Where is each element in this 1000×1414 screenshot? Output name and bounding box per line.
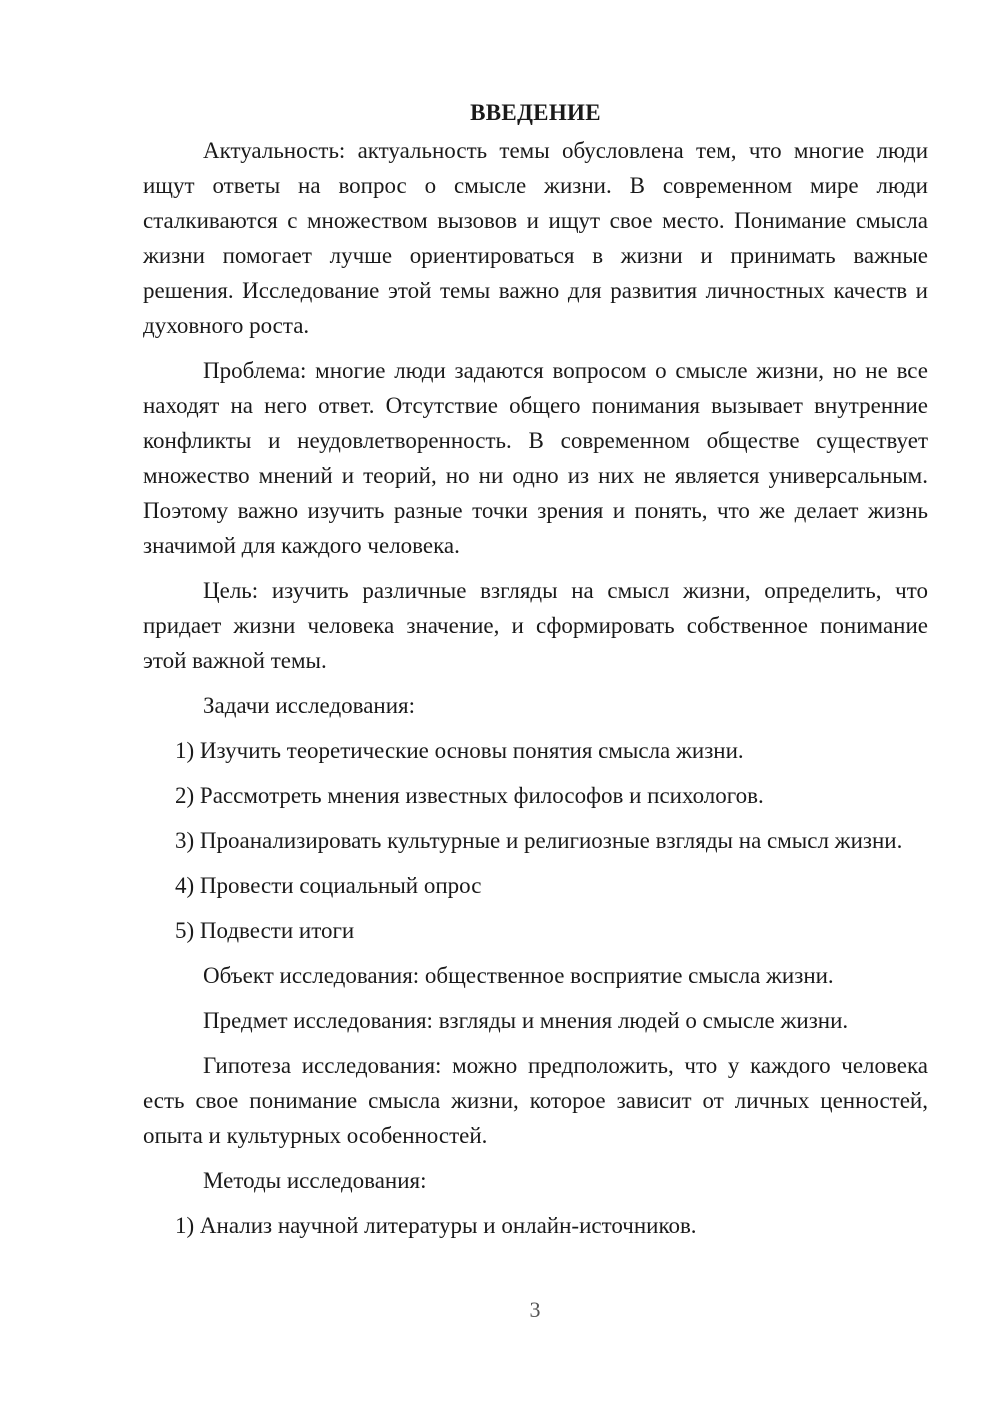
task-item-2: 2) Рассмотреть мнения известных философов и психологов. <box>175 783 764 808</box>
task-item-5: 5) Подвести итоги <box>175 918 355 943</box>
task-item-1: 1) Изучить теоретические основы понятия смысла жизни. <box>175 738 744 763</box>
task-item-4: 4) Провести социальный опрос <box>175 873 482 898</box>
paragraph-relevance: Актуальность: актуальность темы обусловлена тем, что многие люди ищут ответы на вопрос о смысле жизни. В современном мире люди сталкиваются с множеством вызовов и ищут свое место. Понимание смысла жизни помогает лучше ориентироваться в жизни и принимать важные решения. Исследование этой темы важно для развития личностных качеств и духовного роста. <box>143 138 928 338</box>
methods-heading: Методы исследования: <box>203 1168 427 1193</box>
section-title: ВВЕДЕНИЕ <box>470 100 601 125</box>
page-content <box>143 95 928 1253</box>
tasks-heading: Задачи исследования: <box>203 693 416 718</box>
task-item-3: 3) Проанализировать культурные и религиозные взгляды на смысл жизни. <box>175 828 903 853</box>
paragraph-problem: Проблема: многие люди задаются вопросом о смысле жизни, но не все находят на него ответ. Отсутствие общего понимания вызывает внутренние конфликты и неудовлетворенность. В современном обществе существует множество мнений и теорий, но ни одно из них не является универсальным. Поэтому важно изучить разные точки зрения и понять, что же делает жизнь значимой для каждого человека. <box>143 358 928 558</box>
method-item-1: 1) Анализ научной литературы и онлайн-источников. <box>175 1213 697 1238</box>
research-hypothesis: Гипотеза исследования: можно предположить, что у каждого человека есть свое понимание смысла жизни, которое зависит от личных ценностей, опыта и культурных особенностей. <box>143 1053 928 1148</box>
research-subject: Предмет исследования: взгляды и мнения людей о смысле жизни. <box>203 1008 849 1033</box>
paragraph-goal: Цель: изучить различные взгляды на смысл жизни, определить, что придает жизни человека значение, и сформировать собственное понимание этой важной темы. <box>143 578 928 673</box>
page-number: 3 <box>529 1297 541 1322</box>
research-object: Объект исследования: общественное восприятие смысла жизни. <box>203 963 834 988</box>
